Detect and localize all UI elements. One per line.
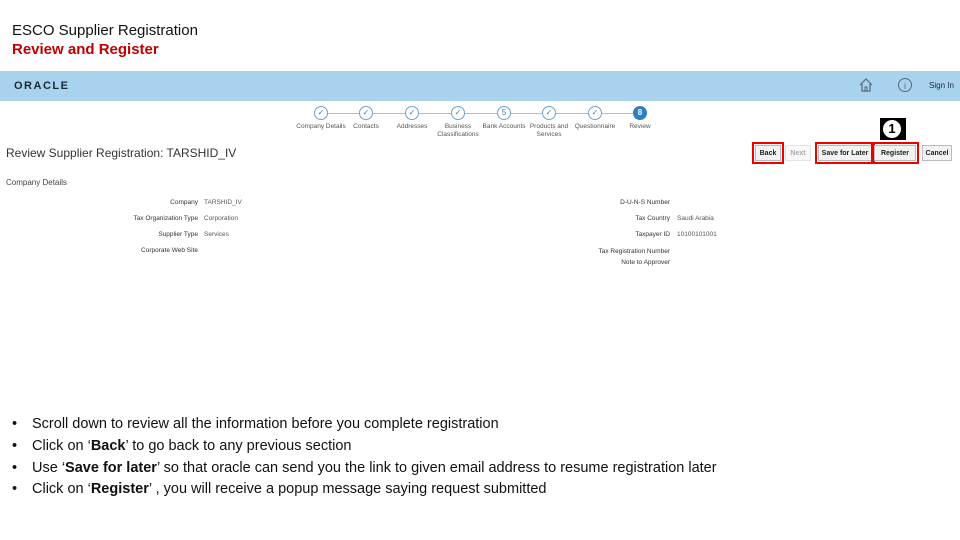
section-title: Company Details xyxy=(6,178,67,187)
field-label-supplier-type: Supplier Type xyxy=(158,231,198,238)
step-label: Bank Accounts xyxy=(482,123,526,130)
slide-title: ESCO Supplier Registration xyxy=(12,22,198,39)
check-icon: ✓ xyxy=(359,106,373,120)
back-button[interactable]: Back xyxy=(755,145,781,161)
callout-marker xyxy=(880,118,906,140)
field-value-tax-country: Saudi Arabia xyxy=(677,215,714,222)
field-label-note-to-approver: Note to Approver xyxy=(621,259,670,266)
step-review[interactable] xyxy=(615,106,665,131)
bullet-icon: • xyxy=(12,459,18,476)
check-icon: ✓ xyxy=(451,106,465,120)
field-value-company: TARSHID_IV xyxy=(204,199,242,206)
field-label-tax-country: Tax Country xyxy=(635,215,670,222)
check-icon: ✓ xyxy=(588,106,602,120)
step-products-services[interactable] xyxy=(524,106,574,139)
field-label-taxpayer-id: Taxpayer ID xyxy=(635,231,670,238)
step-company-details[interactable] xyxy=(296,106,346,131)
save-for-later-button[interactable]: Save for Later xyxy=(818,145,872,161)
slide-subtitle: Review and Register xyxy=(12,41,159,58)
bullet-icon: • xyxy=(12,437,18,454)
step-questionnaire[interactable] xyxy=(570,106,620,131)
callout-number: 1 xyxy=(883,120,901,138)
field-value-supplier-type: Services xyxy=(204,231,229,238)
step-business-classifications[interactable] xyxy=(433,106,483,139)
sign-in-link[interactable]: Sign In xyxy=(929,81,954,90)
step-label: Business Classifications xyxy=(437,123,479,138)
registration-train xyxy=(296,106,666,146)
step-label: Contacts xyxy=(353,123,379,130)
list-item-text: Click on ‘Back’ to go back to any previous section xyxy=(32,437,352,454)
step-label: Company Details xyxy=(296,123,346,130)
list-item-text: Click on ‘Register’ , you will receive a popup message saying request submitted xyxy=(32,481,547,498)
step-label: Products and Services xyxy=(529,123,569,138)
step-label: Questionnaire xyxy=(574,123,616,130)
step-bank-accounts[interactable] xyxy=(479,106,529,131)
check-icon: ✓ xyxy=(542,106,556,120)
list-item-text: Use ‘Save for later’ so that oracle can send you the link to given email address to resume registration later xyxy=(32,459,717,476)
step-label: Review xyxy=(629,123,651,130)
step-addresses[interactable] xyxy=(387,106,437,131)
oracle-header-bar xyxy=(0,71,960,101)
field-value-taxpayer-id: 10100101001 xyxy=(677,231,717,238)
field-label-tax-registration-number: Tax Registration Number xyxy=(598,248,670,255)
next-button[interactable]: Next xyxy=(785,145,811,161)
field-label-tax-org-type: Tax Organization Type xyxy=(133,215,198,222)
cancel-button[interactable]: Cancel xyxy=(922,145,952,161)
field-label-company: Company xyxy=(170,199,198,206)
field-value-tax-org-type: Corporation xyxy=(204,215,238,222)
bullet-icon: • xyxy=(12,416,18,432)
oracle-logo[interactable]: ORACLE xyxy=(14,80,70,92)
step-number-icon: 5 xyxy=(497,106,511,120)
list-item-text: Scroll down to review all the information before you complete registration xyxy=(32,416,499,432)
bullet-icon: • xyxy=(12,481,18,498)
step-contacts[interactable] xyxy=(341,106,391,131)
home-icon[interactable] xyxy=(858,77,874,93)
step-label: Addresses xyxy=(396,123,428,130)
field-label-duns: D-U-N-S Number xyxy=(620,199,670,206)
step-number-icon: 8 xyxy=(633,106,647,120)
info-icon[interactable]: i xyxy=(898,78,912,92)
field-label-corporate-web-site: Corporate Web Site xyxy=(141,247,198,254)
register-button[interactable]: Register xyxy=(874,145,916,161)
page-title: Review Supplier Registration: TARSHID_IV xyxy=(6,146,237,160)
check-icon: ✓ xyxy=(405,106,419,120)
check-icon: ✓ xyxy=(314,106,328,120)
